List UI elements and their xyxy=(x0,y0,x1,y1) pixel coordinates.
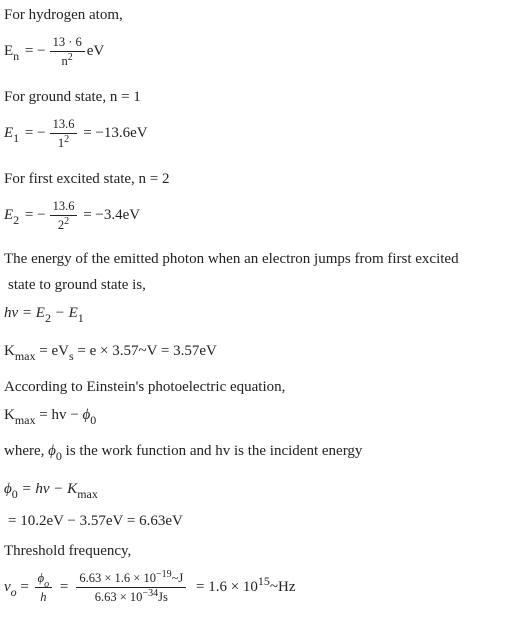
phi-over-h-fraction xyxy=(35,572,52,604)
intro-text: For hydrogen atom, xyxy=(4,7,123,23)
subscript: 0 xyxy=(55,449,62,463)
exponent: 15 xyxy=(257,574,270,589)
fraction xyxy=(50,118,78,149)
fraction-numerator: 13.6 xyxy=(50,200,78,216)
text: is the work function and hv is the incident energy xyxy=(61,443,363,459)
excited-state-text: For first excited state, n = 2 xyxy=(4,171,170,187)
equals: = xyxy=(16,579,33,596)
subscript: 0 xyxy=(11,487,18,501)
e2-formula xyxy=(4,200,140,231)
result: = −13.6eV xyxy=(83,124,148,141)
phi-value: = 10.2eV − 3.57eV = 6.63eV xyxy=(8,513,183,529)
energy-subscript: n xyxy=(13,48,20,63)
threshold-formula: $v_o$ = $\frac{\phi_o}{h}$ = $\frac{6.63 \times 1.6 \times 10^{-19}\sim J}{6.63 \times 10^{-34}Js}$ = $1.6 \times 10^{15}\sim Hz$ xyxy=(4,569,296,604)
energy-level-formula xyxy=(4,36,104,67)
subscript: 2 xyxy=(44,311,51,325)
k-symbol: K xyxy=(4,343,15,359)
kmax-einstein-formula xyxy=(4,407,97,427)
subscript: s xyxy=(68,349,74,363)
ground-state-text: For ground state, n = 1 xyxy=(4,89,141,105)
energy-symbol: E xyxy=(4,206,14,223)
result: = e × 3.57~V = 3.57eV xyxy=(73,343,217,359)
numeric-fraction xyxy=(76,569,186,604)
energy-symbol: E xyxy=(4,124,14,141)
subscript: 0 xyxy=(90,413,97,427)
subscript: max xyxy=(14,413,36,427)
subscript: max xyxy=(14,349,36,363)
equals-minus: = − xyxy=(24,124,46,141)
energy-subscript: 2 xyxy=(13,212,20,227)
subscript: max xyxy=(77,487,98,501)
hv-symbol: hv xyxy=(4,305,19,321)
equals-minus: = − xyxy=(24,42,46,59)
fraction-denominator: $1^2$ xyxy=(57,133,70,150)
phi-symbol: ϕ xyxy=(82,407,91,423)
fraction xyxy=(50,200,78,231)
equals-hv-k: = hv − K xyxy=(17,481,78,497)
einstein-text: According to Einstein's photoelectric equation, xyxy=(4,379,286,395)
fraction-numerator: $6.63 \times 1.6 \times 10^{-19}\sim J$ xyxy=(76,572,186,588)
hv-formula xyxy=(4,305,84,325)
energy-subscript: 1 xyxy=(13,130,20,145)
fraction-denominator: h xyxy=(40,590,47,604)
minus-e: − E xyxy=(50,305,78,321)
photon-energy-text-2: state to ground state is, xyxy=(8,277,146,293)
fraction-denominator: $n^2$ xyxy=(61,51,73,68)
fraction xyxy=(50,36,85,67)
phi-symbol: ϕ xyxy=(48,443,56,459)
fraction-denominator: $2^2$ xyxy=(57,215,70,232)
fraction-numerator: 13 · 6 xyxy=(50,36,85,52)
photon-energy-text-1: The energy of the emitted photon when an electron jumps from first excited xyxy=(4,251,459,267)
phi-symbol: ϕ xyxy=(4,481,12,497)
subscript: 1 xyxy=(77,311,84,325)
nu-symbol: v xyxy=(4,579,11,596)
fraction-numerator: $\phi_o$ xyxy=(35,572,52,588)
phi-formula xyxy=(4,481,98,501)
kmax-stopping-formula xyxy=(4,343,217,363)
unit: ~Hz xyxy=(269,579,296,596)
work-function-text xyxy=(4,443,363,463)
text: where, xyxy=(4,443,49,459)
k-symbol: K xyxy=(4,407,15,423)
equals-minus: = − xyxy=(24,206,46,223)
threshold-text: Threshold frequency, xyxy=(4,543,132,559)
equals-ev: = eV xyxy=(35,343,69,359)
result: = −3.4eV xyxy=(83,206,141,223)
fraction-denominator: $6.63 \times 10^{-34}Js$ xyxy=(94,587,168,604)
unit: eV xyxy=(86,42,105,59)
e1-formula xyxy=(4,118,148,149)
subscript: o xyxy=(10,585,17,600)
energy-symbol: E xyxy=(4,42,14,59)
result: = 1.6 × 10 xyxy=(195,579,258,596)
equals-e: = E xyxy=(18,305,45,321)
fraction-numerator: 13.6 xyxy=(50,118,78,134)
equals-hv: = hv − xyxy=(35,407,83,423)
